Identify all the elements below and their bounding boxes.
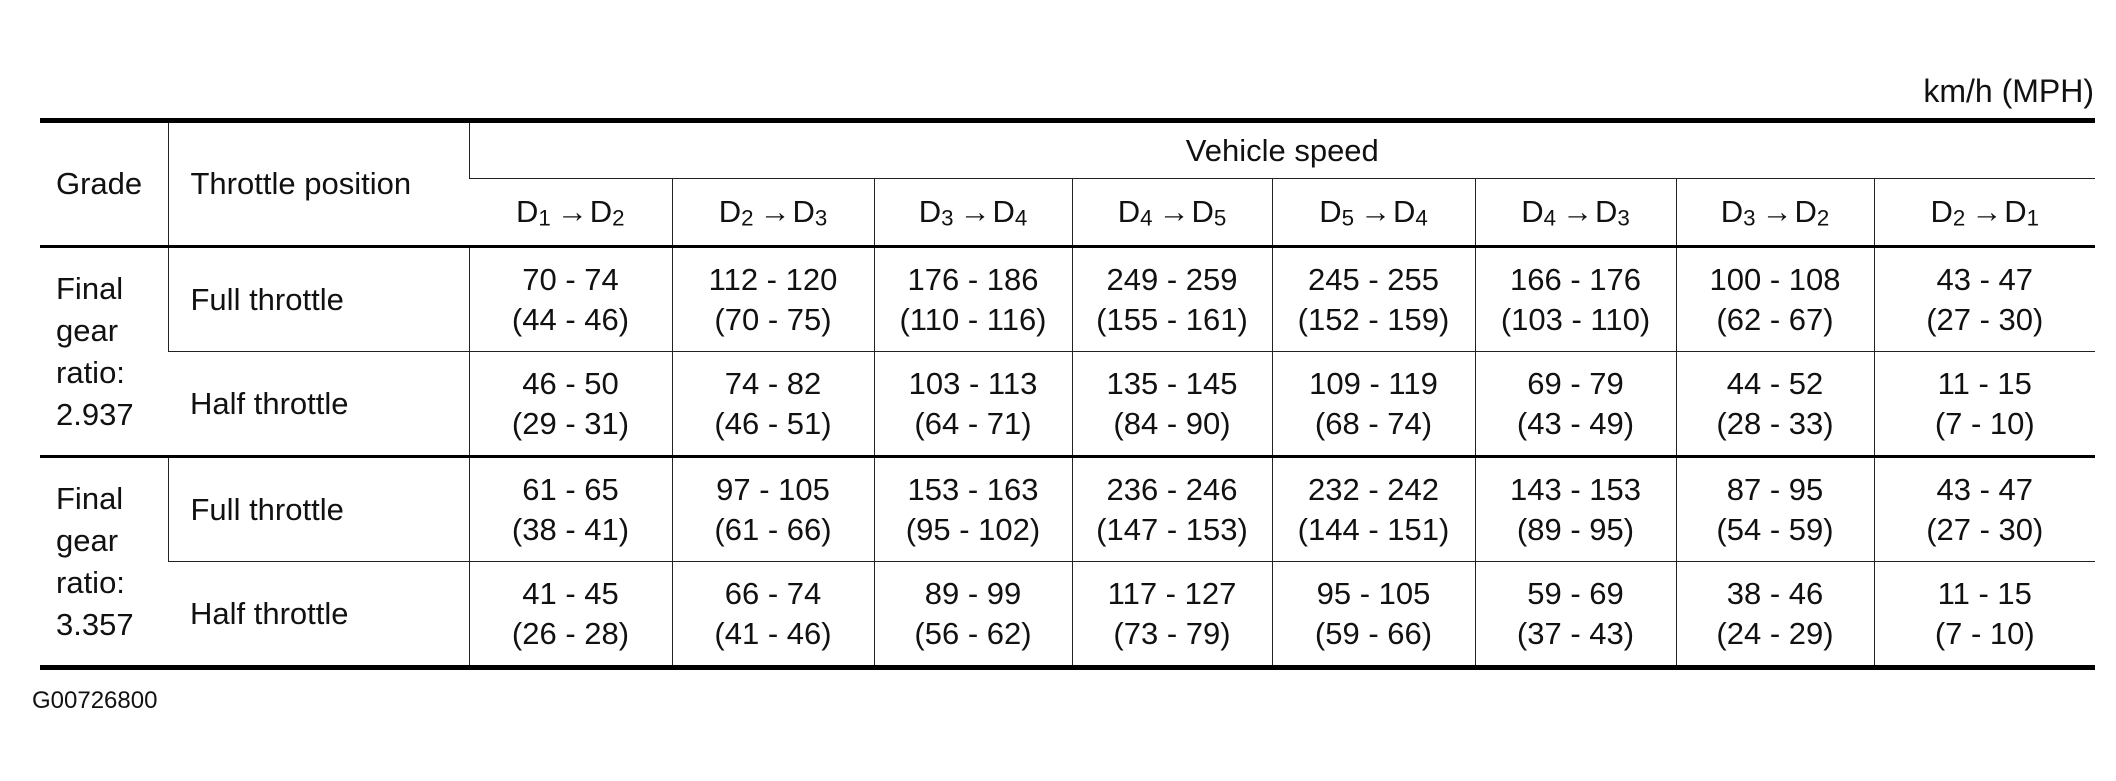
speed-mph: (73 - 79) bbox=[1113, 615, 1231, 651]
shift-from-gear: 1 bbox=[538, 205, 551, 231]
speed-cell bbox=[1272, 457, 1475, 562]
shift-to: D bbox=[1794, 194, 1817, 229]
shift-arrow: → bbox=[1971, 194, 2003, 229]
speed-mph: (62 - 67) bbox=[1716, 301, 1834, 337]
table-row bbox=[40, 247, 2095, 352]
speed-kmh: 95 - 105 bbox=[1316, 575, 1431, 611]
speed-kmh: 176 - 186 bbox=[907, 261, 1039, 297]
speed-cell bbox=[874, 247, 1072, 352]
speed-kmh: 97 - 105 bbox=[716, 471, 830, 507]
shift-from-gear: 2 bbox=[741, 205, 754, 231]
speed-cell bbox=[469, 352, 672, 457]
speed-kmh: 70 - 74 bbox=[522, 261, 619, 297]
shift-header bbox=[874, 179, 1072, 247]
speed-mph: (84 - 90) bbox=[1113, 405, 1231, 441]
shift-header bbox=[672, 179, 874, 247]
speed-mph: (54 - 59) bbox=[1716, 511, 1834, 547]
speed-mph: (43 - 49) bbox=[1516, 405, 1635, 441]
speed-cell bbox=[1874, 247, 2095, 352]
speed-mph: (64 - 71) bbox=[914, 405, 1032, 441]
shift-header bbox=[469, 179, 672, 247]
grade-cell bbox=[40, 247, 168, 457]
speed-kmh: 59 - 69 bbox=[1527, 575, 1624, 611]
speed-mph: (110 - 116) bbox=[899, 301, 1047, 337]
speed-kmh: 11 - 15 bbox=[1937, 575, 2032, 611]
throttle-cell: Full throttle bbox=[168, 247, 469, 352]
speed-cell bbox=[1475, 457, 1676, 562]
grade-line: gear bbox=[56, 312, 119, 348]
speed-cell bbox=[1676, 352, 1874, 457]
speed-cell bbox=[1874, 457, 2095, 562]
shift-from-gear: 3 bbox=[1743, 205, 1756, 231]
throttle-cell: Half throttle bbox=[168, 352, 469, 457]
speed-kmh: 236 - 246 bbox=[1106, 471, 1238, 507]
speed-mph: (38 - 41) bbox=[511, 511, 630, 547]
shift-to-gear: 5 bbox=[1213, 205, 1227, 231]
speed-cell bbox=[1475, 247, 1676, 352]
speed-kmh: 43 - 47 bbox=[1936, 471, 2034, 507]
speed-cell bbox=[1272, 247, 1475, 352]
grade-line: ratio: bbox=[56, 564, 125, 600]
speed-cell bbox=[1072, 457, 1272, 562]
table-body bbox=[40, 121, 2095, 668]
speed-mph: (27 - 30) bbox=[1926, 511, 2044, 547]
shift-header bbox=[1676, 179, 1874, 247]
speed-kmh: 61 - 65 bbox=[522, 471, 619, 507]
shift-from-gear: 5 bbox=[1341, 205, 1354, 231]
speed-mph: (56 - 62) bbox=[914, 615, 1032, 651]
speed-kmh: 43 - 47 bbox=[1936, 261, 2034, 297]
speed-cell bbox=[1676, 562, 1874, 668]
speed-cell bbox=[1874, 352, 2095, 457]
speed-kmh: 89 - 99 bbox=[924, 575, 1022, 611]
shift-from-gear: 2 bbox=[1952, 205, 1966, 231]
speed-mph: (44 - 46) bbox=[511, 301, 630, 337]
speed-cell bbox=[1272, 562, 1475, 668]
grade-line: 2.937 bbox=[56, 396, 134, 432]
speed-cell bbox=[469, 457, 672, 562]
table-row bbox=[40, 457, 2095, 562]
speed-mph: (147 - 153) bbox=[1096, 511, 1248, 547]
speed-cell bbox=[469, 247, 672, 352]
speed-mph: (26 - 28) bbox=[511, 615, 630, 651]
speed-kmh: 44 - 52 bbox=[1726, 365, 1824, 401]
speed-mph: (7 - 10) bbox=[1934, 405, 2035, 441]
speed-cell bbox=[672, 352, 874, 457]
speed-mph: (41 - 46) bbox=[714, 615, 832, 651]
speed-mph: (7 - 10) bbox=[1934, 615, 2035, 651]
speed-kmh: 143 - 153 bbox=[1510, 471, 1641, 507]
shift-to-gear: 1 bbox=[2026, 205, 2040, 231]
shift-to-gear: 3 bbox=[814, 205, 828, 231]
speed-kmh: 46 - 50 bbox=[522, 365, 619, 401]
speed-mph: (155 - 161) bbox=[1096, 301, 1248, 337]
grade-header: Grade bbox=[56, 166, 143, 201]
speed-mph: (28 - 33) bbox=[1716, 405, 1834, 441]
throttle-cell: Half throttle bbox=[168, 562, 469, 668]
shift-from-gear: 4 bbox=[1140, 205, 1153, 231]
speed-cell bbox=[874, 457, 1072, 562]
speed-kmh: 41 - 45 bbox=[522, 575, 619, 611]
shift-header bbox=[1272, 179, 1475, 247]
speed-cell bbox=[1072, 562, 1272, 668]
shift-header bbox=[1874, 179, 2095, 247]
speed-cell bbox=[1072, 247, 1272, 352]
speed-kmh: 166 - 176 bbox=[1510, 261, 1641, 297]
shift-arrow: → bbox=[556, 194, 588, 229]
speed-cell bbox=[469, 562, 672, 668]
grade-line: 3.357 bbox=[56, 606, 134, 642]
shift-to: D bbox=[1191, 194, 1214, 229]
speed-mph: (46 - 51) bbox=[714, 405, 832, 441]
speed-mph: (103 - 110) bbox=[1500, 301, 1651, 337]
shift-to-gear: 4 bbox=[1014, 205, 1028, 231]
shift-header bbox=[1072, 179, 1272, 247]
shift-to-gear: 3 bbox=[1617, 205, 1630, 231]
shift-from: D bbox=[1930, 194, 1953, 229]
speed-kmh: 249 - 259 bbox=[1106, 261, 1238, 297]
speed-mph: (59 - 66) bbox=[1314, 615, 1433, 651]
units-label: km/h (MPH) bbox=[1923, 73, 2094, 109]
shift-from: D bbox=[918, 194, 942, 229]
speed-kmh: 135 - 145 bbox=[1106, 365, 1238, 401]
grade-line: ratio: bbox=[56, 354, 125, 390]
speed-mph: (27 - 30) bbox=[1926, 301, 2044, 337]
speed-mph: (89 - 95) bbox=[1516, 511, 1635, 547]
throttle-cell: Full throttle bbox=[168, 457, 469, 562]
shift-to: D bbox=[992, 194, 1015, 229]
shift-from: D bbox=[1117, 194, 1141, 229]
shift-to-gear: 4 bbox=[1415, 205, 1428, 231]
speed-cell bbox=[1272, 352, 1475, 457]
speed-kmh: 38 - 46 bbox=[1726, 575, 1824, 611]
speed-mph: (144 - 151) bbox=[1297, 511, 1450, 547]
header-row bbox=[40, 121, 2095, 179]
speed-kmh: 153 - 163 bbox=[907, 471, 1039, 507]
speed-mph: (29 - 31) bbox=[511, 405, 630, 441]
shift-to: D bbox=[1595, 194, 1618, 229]
table-row bbox=[40, 562, 2095, 668]
shift-arrow: → bbox=[1158, 194, 1190, 229]
shift-arrow: → bbox=[959, 194, 991, 229]
shift-arrow: → bbox=[1360, 194, 1391, 229]
figure-code: G00726800 bbox=[32, 687, 158, 714]
speed-kmh: 232 - 242 bbox=[1308, 471, 1439, 507]
shift-to: D bbox=[792, 194, 815, 229]
speed-mph: (37 - 43) bbox=[1516, 615, 1635, 651]
speed-mph: (70 - 75) bbox=[714, 301, 832, 337]
speed-cell bbox=[1475, 562, 1676, 668]
shift-from: D bbox=[1720, 194, 1744, 229]
shift-from-gear: 4 bbox=[1543, 205, 1556, 231]
speed-kmh: 69 - 79 bbox=[1527, 365, 1624, 401]
shift-arrow: → bbox=[1562, 194, 1593, 229]
speed-mph: (152 - 159) bbox=[1297, 301, 1450, 337]
grade-line: Final bbox=[56, 480, 124, 516]
speed-cell bbox=[1676, 247, 1874, 352]
speed-cell bbox=[672, 457, 874, 562]
speed-cell bbox=[874, 352, 1072, 457]
speed-kmh: 103 - 113 bbox=[908, 365, 1038, 401]
speed-kmh: 117 - 127 bbox=[1107, 575, 1237, 611]
shift-from-gear: 3 bbox=[941, 205, 954, 231]
speed-cell bbox=[874, 562, 1072, 668]
speed-kmh: 66 - 74 bbox=[724, 575, 822, 611]
speed-cell bbox=[1874, 562, 2095, 668]
speed-kmh: 74 - 82 bbox=[724, 365, 822, 401]
speed-cell bbox=[1676, 457, 1874, 562]
speed-kmh: 109 - 119 bbox=[1309, 365, 1438, 401]
shift-to: D bbox=[589, 194, 613, 229]
speed-mph: (24 - 29) bbox=[1716, 615, 1834, 651]
shift-to: D bbox=[1393, 194, 1416, 229]
grade-line: gear bbox=[56, 522, 119, 558]
shift-arrow: → bbox=[759, 194, 791, 229]
shift-header bbox=[1475, 179, 1676, 247]
grade-cell bbox=[40, 457, 168, 668]
speed-mph: (95 - 102) bbox=[905, 511, 1041, 547]
speed-kmh: 87 - 95 bbox=[1726, 471, 1824, 507]
speed-kmh: 100 - 108 bbox=[1709, 261, 1841, 297]
vehicle-speed-header: Vehicle speed bbox=[469, 121, 2095, 179]
speed-mph: (68 - 74) bbox=[1314, 405, 1433, 441]
speed-kmh: 11 - 15 bbox=[1937, 365, 2032, 401]
shift-to-gear: 2 bbox=[1816, 205, 1830, 231]
table-row bbox=[40, 352, 2095, 457]
speed-cell bbox=[1475, 352, 1676, 457]
shift-arrow: → bbox=[1761, 194, 1793, 229]
throttle-position-header: Throttle position bbox=[168, 121, 469, 247]
shift-to-gear: 2 bbox=[612, 205, 625, 231]
speed-mph: (61 - 66) bbox=[714, 511, 832, 547]
shift-from: D bbox=[515, 194, 539, 229]
shift-to: D bbox=[2004, 194, 2027, 229]
shift-from: D bbox=[718, 194, 742, 229]
speed-kmh: 112 - 120 bbox=[708, 261, 838, 297]
shift-from: D bbox=[1521, 194, 1544, 229]
speed-cell bbox=[672, 247, 874, 352]
speed-cell bbox=[1072, 352, 1272, 457]
shift-speed-table bbox=[40, 118, 2095, 670]
grade-line: Final bbox=[56, 270, 124, 306]
shift-from: D bbox=[1319, 194, 1342, 229]
speed-kmh: 245 - 255 bbox=[1308, 261, 1439, 297]
speed-cell bbox=[672, 562, 874, 668]
